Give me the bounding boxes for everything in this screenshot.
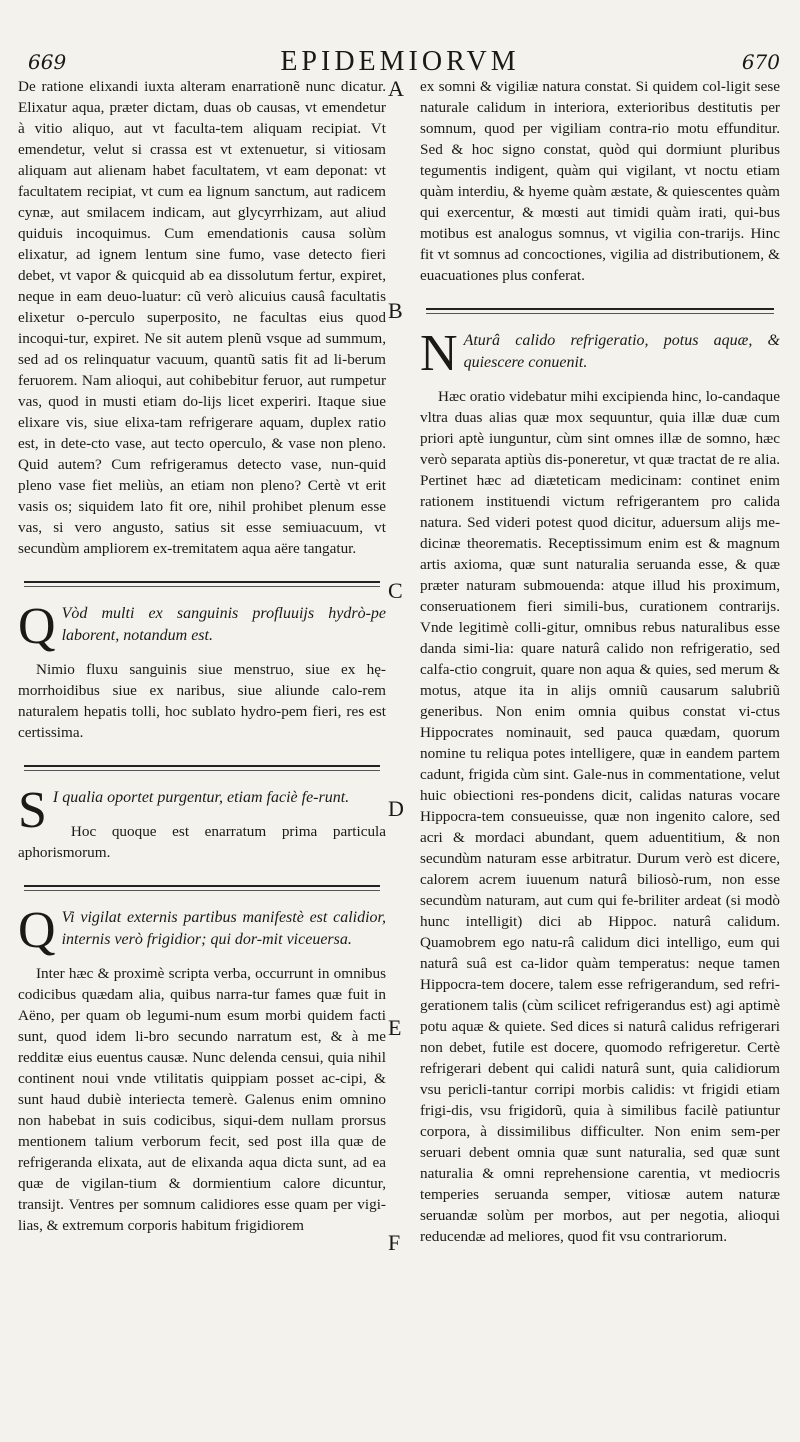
drop-cap: N [420, 325, 458, 382]
commentary-paragraph: Nimio fluxu sanguinis siue menstruo, siue ex hę-morrhoidibus siue ex naribus, siue aliunde calo-rem naturalem hepatis tolli, hoc sublato hydro-pem fieri, res est certissima. [18, 661, 386, 741]
commentary-paragraph: Hoc quoque est enarratum prima particula aphorismorum. [18, 823, 386, 861]
aphorism-heading [18, 598, 386, 655]
margin-letter-a: A [388, 76, 404, 101]
section-divider [24, 765, 380, 767]
aphorism-heading-text: Vi vigilat externis partibus manifestè est calidior, internis verò frigidior; qui dor-mit viceuersa. [61, 909, 386, 948]
page-number-right: 670 [741, 50, 780, 74]
left-paragraph: De ratione elixandi iuxta alteram enarrationẽ nunc dicatur. Elixatur aqua, præter dictam, duas ob causas, vt emendetur à vitio aliquo, aut vt faculta-tem aliquam recipiat. Vt emendetur, velut si crassa est vt extenuetur, si vitiosam aliquam aut alienam habet facultatem, vt eam deponat: vt facultatem recipiat, vt cum ea lignum sanctum, aut radicem cynæ, aut smilacem indicam, aut glycyrrhizam, aut aliud quiduis incoquimus. Cum emendationis causa solùm elixatur, ad ignem lentum sine fumo, vase detecto fieri debet, vt vapor & quicquid ab ea dissolutum fertur, expiret, neque in eam deuo-luatur: cũ verò alicuius causâ facultatis elixetur o-perculo superposito, ne facultas eius quod incoqui-tur, expiret. Ne sit autem plenũ vsque ad summum, sed ad os relinquatur vacuum, quantũ satis fit ad li-berum feruorem. Nam alioqui, aut cohibebitur feruor, aut rumpetur vas, quod in musti etiam do-lijs licet experiri. Itaque siue elixare vis, siue elixa-tam refrigerare aquam, duplex ratio est, in dete-cto vase, aut tecto operculo, & vase non pleno. Quid autem? Cum refrigeramus detecto vase, nun-quid pleno vase fiet meliùs, an etiam non pleno? Certè vt erit vasis os; siquidem lato fit ore, nihil prohibet plenum esse vas, si vero angusto, satius sit esse semiuacuum, vt secundùm ampliorem ex-tremitatem aqua aëre tangatur. [18, 78, 386, 557]
running-title: EPIDEMIORVM [280, 46, 520, 77]
margin-letter-f: F [388, 1230, 401, 1255]
right-paragraph: ex somni & vigiliæ natura constat. Si quidem col-ligit sese naturale calidum in interiora, exterioribus destitutis per somnum, quod per vigiliam contra-rio motu effunditur. Sed & hoc signo constat, quòd qui dormiunt pluribus tegumentis indigent, quàm qui vigilant, vt noctu etiam quàm interdiu, & hyeme quàm æstate, & quiescentes quàm qui exercentur, & mœsti aut timidi quàm irati, qui-bus motibus est analogus somnus, vt vigilia con-trarijs. Hinc fit vt somnus ad concoctiones, vigilia ad distributionem, & euacuationes plus conferat. [420, 78, 780, 284]
aphorism-heading-text: I qualia oportet purgentur, etiam faciè fe-runt. [52, 789, 350, 806]
right-column [420, 76, 780, 1247]
aphorism-heading [18, 902, 386, 959]
margin-letter-c: C [388, 578, 403, 603]
aphorism-heading-text: Aturâ calido refrigeratio, potus aquæ, & quiescere conuenit. [463, 332, 780, 371]
section-divider [24, 885, 380, 887]
drop-cap: S [18, 782, 47, 839]
commentary-paragraph: Hæc oratio videbatur mihi excipienda hinc, lo-candaque vltra duas alias quæ mox sequuntur, quia illæ duæ cum priori aptè iunguntur, cùm sint omnes illæ de somno, hæc verò separata aptiùs dis-poneretur, vt quæ tractat de re alia. Pertinet hæc ad diæteticam medicinam: continet enim rationem instituendi victum refrigerantem pro calida natura. Sed videri potest quod dicitur, aduersum alijs me-dicinæ theorematis. Receptissimum enim est & magnum artis axioma, quæ sunt naturalia seruanda esse, & quæ præter naturam submouenda: atque illud his proximum, conseruationem fieri simili-bus, curationem contrarijs. Vnde legitimè colli-gitur, omnibus rebus naturalibus esse danda simi-lia: quare naturâ calido non refrigeratio, sed calfa-ctio congruit, quare non aqua & quies, sed merum & motus, atque ita in alijs omniũ causarum salubriũ generibus. Non enim omnia quibus constat vi-ctus Hippocrates nominauit, sed pauca quædam, quorum nomine tu reliqua potes intelligere, quæ in eandem partem cadunt, frigida cùm sint. Gale-nus in commentatione, velut huic obiectioni res-pondens dicit, calidas naturas vocare Hippocra-tem consueuisse, quæ non ingenito calore, sed acri & mordaci abundant, quem aduentitium, & non secundùm naturam esse arbitratur. Durum verò est dicere, calorem acrem iuuenum naturâ biliosò-rum, non esse secundùm naturam, aut cum qui fe-briliter ardeat (si modò hunc intelligit) dici ab Hippoc. naturâ calidum. Quamobrem ego natu-râ calidum dici intelligo, eum qui naturâ suâ est ca-lidor quàm temperatus: neque tamen Hippocra-tem docere, talem esse refrigerandum, sed refri-gerationem talis (cùm scilicet refrigerandus est) agi aptimè potu aquæ & quiete. Sed dices si naturâ calidus refrigerari non debet, futile est docere, quomodo refrigeretur. Certè refrigerari debent qui calidi naturâ sunt, quia calidiorum vsu pericli-tantur corripi morbis calidis: vt frigidi etiam frigi-dis, vsu frigidorũ, quia à similibus facilè patiuntur corpora, à dissimilibus difficulter. Non enim sem-per seruari debent omnia quæ sunt naturalia, sed quæ sunt naturalia & omni reprehensione carentia, vt mediocris temperies seruanda semper, vitiosæ autem naturæ seruandæ solùm per morbos, aut per negotia, alioqui reducendæ ad meliores, quod fit vsu contrariorum. [420, 388, 780, 1245]
margin-letter-b: B [388, 298, 403, 323]
aphorism-heading-text: Vòd multi ex sanguinis profluuijs hydrò-pe laborent, notandum est. [61, 605, 386, 644]
section-divider [426, 308, 774, 310]
drop-cap: Q [18, 902, 56, 959]
margin-letter-d: D [388, 796, 404, 821]
left-column [18, 76, 386, 1236]
page-number-left: 669 [28, 50, 67, 74]
commentary-paragraph: Inter hæc & proximè scripta verba, occurrunt in omnibus codicibus quædam alia, quibus narra-tur fames quæ fuit in Aëno, per quam ob legumi-num esum morbi quidem facti sunt, quod idem li-bro secundo narratum est, & à me redditæ eius euentus causæ. Nunc delenda censui, quia nihil continent noui vnde vtilitatis quippiam posset ac-cipi, & sunt haud dubiè interiecta temerè. Galenus enim omnino non habebat in suis codicibus, siqui-dem nullam prorsus mentionem talium verborum fecit, sed post illa quæ de refrigeranda elixata, aut de elixanda aqua dicta sunt, ad ea quæ de vigilan-tium & dormientium calore dicuntur, transijt. Ventres per somnum calidiores esse quam per vigi-lias, & extremum corporis habitum frigidiorem [18, 965, 386, 1234]
aphorism-heading [18, 782, 386, 839]
aphorism-heading [420, 325, 780, 382]
margin-letter-e: E [388, 1015, 402, 1040]
section-divider [24, 581, 380, 583]
drop-cap: Q [18, 598, 56, 655]
